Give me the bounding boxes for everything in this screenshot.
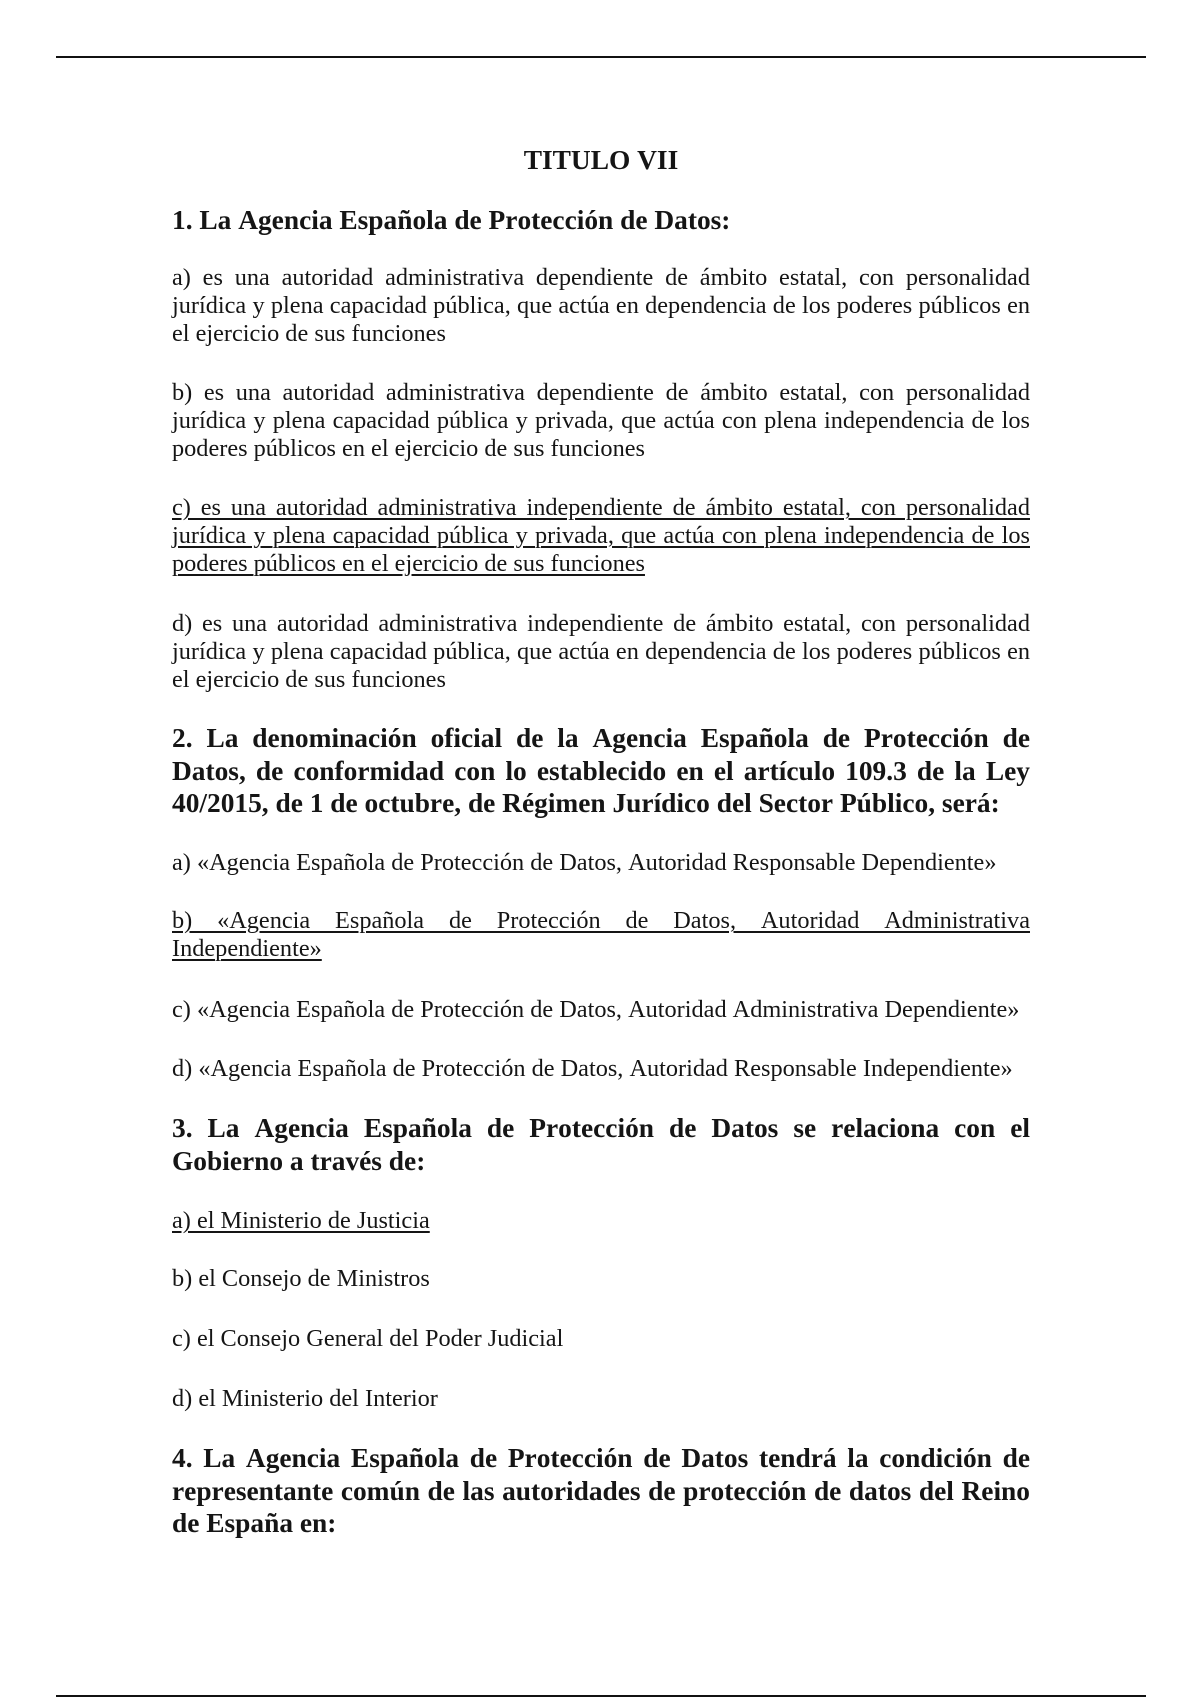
question-3-heading: 3. La Agencia Española de Protección de Datos se relaciona con el Gobierno a través de: [172, 1113, 1030, 1176]
question-2-option-c: c) «Agencia Española de Protección de Datos, Autoridad Administrativa Dependiente» [172, 996, 1020, 1023]
top-rule [56, 56, 1146, 58]
question-1-option-d: d) es una autoridad administrativa independiente de ámbito estatal, con personalidad jurídica y plena capacidad pública, que actúa en dependencia de los poderes públicos en el ejercicio de sus funciones [172, 610, 1030, 693]
question-1-option-c: c) es una autoridad administrativa independiente de ámbito estatal, con personalidad jurídica y plena capacidad pública y privada, que actúa con plena independencia de los poderes públicos en el ejercicio de sus funciones [172, 494, 1030, 577]
question-3-option-a: a) el Ministerio de Justicia [172, 1207, 430, 1234]
question-3-option-b: b) el Consejo de Ministros [172, 1265, 430, 1292]
question-1-option-b: b) es una autoridad administrativa dependiente de ámbito estatal, con personalidad jurídica y plena capacidad pública y privada, que actúa con plena independencia de los poderes públicos en el ejercicio de sus funciones [172, 379, 1030, 462]
question-3-option-c: c) el Consejo General del Poder Judicial [172, 1325, 564, 1352]
question-2-heading: 2. La denominación oficial de la Agencia Española de Protección de Datos, de conformidad con lo establecido en el artículo 109.3 de la Ley 40/2015, de 1 de octubre, de Régimen Jurídico del Sector Público, será: [172, 723, 1030, 818]
question-1-heading: 1. La Agencia Española de Protección de Datos: [172, 205, 731, 235]
question-2-option-d: d) «Agencia Española de Protección de Datos, Autoridad Responsable Independiente» [172, 1055, 1013, 1082]
question-1-option-a: a) es una autoridad administrativa dependiente de ámbito estatal, con personalidad jurídica y plena capacidad pública, que actúa en dependencia de los poderes públicos en el ejercicio de sus funciones [172, 264, 1030, 347]
question-2-option-b: b) «Agencia Española de Protección de Datos, Autoridad Administrativa Independiente» [172, 907, 1030, 962]
bottom-rule [56, 1695, 1146, 1697]
question-2-option-a: a) «Agencia Española de Protección de Datos, Autoridad Responsable Dependiente» [172, 849, 997, 876]
question-4-heading: 4. La Agencia Española de Protección de Datos tendrá la condición de representante común de las autoridades de protección de datos del Reino de España en: [172, 1443, 1030, 1538]
page-title: TITULO VII [523, 145, 679, 175]
question-3-option-d: d) el Ministerio del Interior [172, 1385, 438, 1412]
